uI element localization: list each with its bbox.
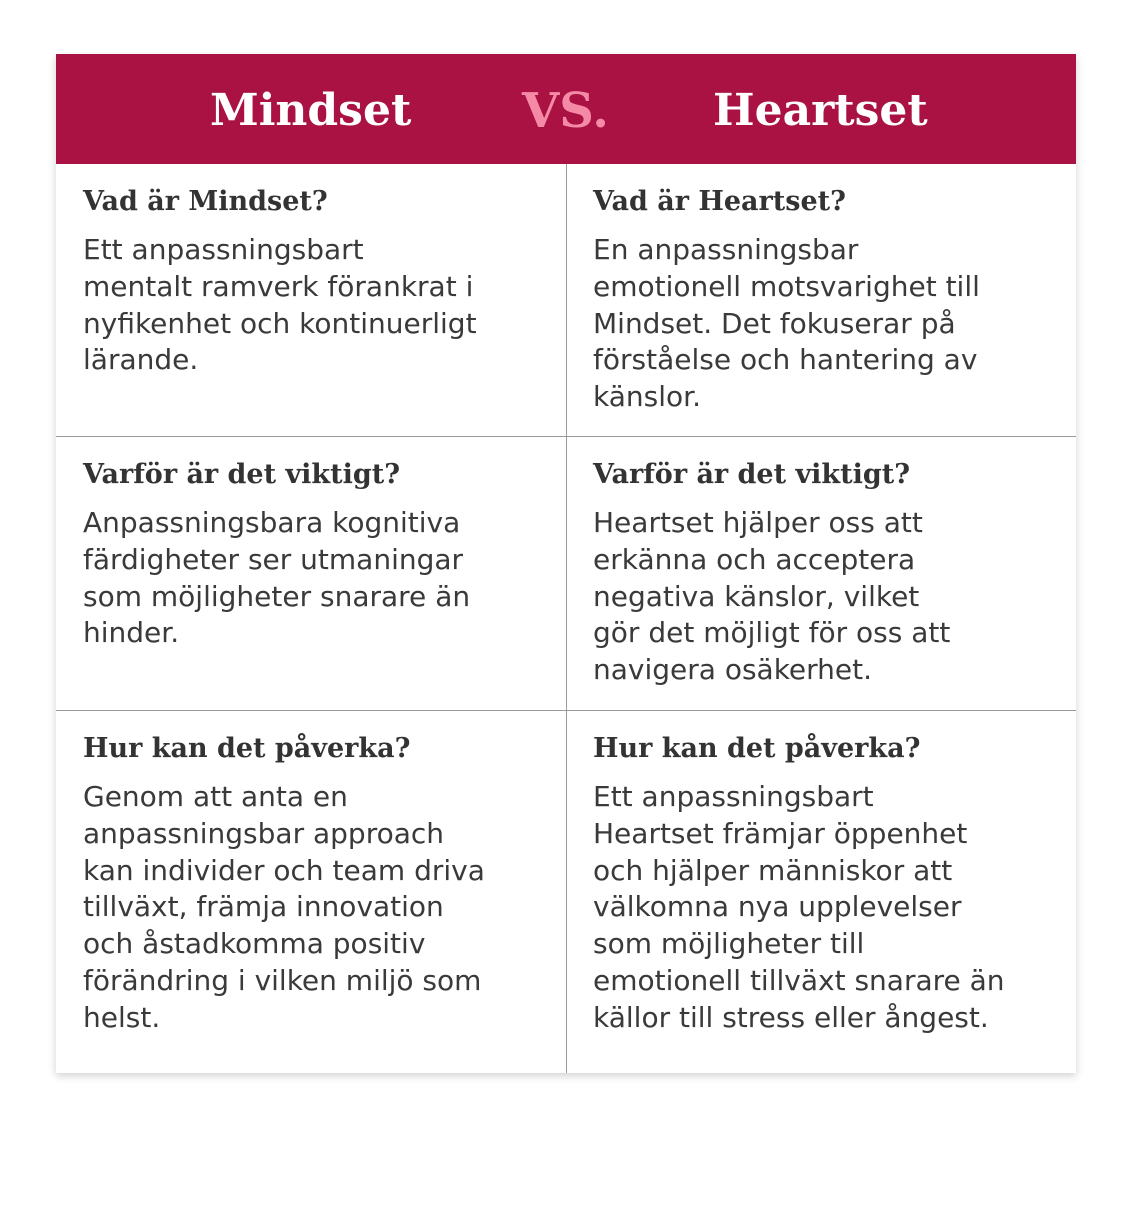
cell-body: Heartset hjälper oss att erkänna och acceptera negativa känslor, vilket gör det möjligt för oss att navigera osäkerhet. (593, 506, 951, 687)
cell-heartset-impact (566, 711, 1076, 1073)
vs-label: VS. (522, 83, 609, 139)
cell-body: Anpassningsbara kognitiva färdigheter ser utmaningar som möjligheter snarare än hinder. (83, 506, 471, 650)
cell-mindset-impact (56, 711, 566, 1073)
cell-body: Ett anpassningsbart mentalt ramverk förankrat i nyfikenhet och kontinuerligt lärande. (83, 233, 477, 377)
row-divider (56, 710, 1076, 711)
cell-heading: Vad är Mindset? (83, 186, 328, 217)
cell-body: Genom att anta en anpassningsbar approach kan individer och team driva tillväxt, främja innovation och åstadkomma positiv förändring i vilken miljö som helst. (83, 780, 485, 1034)
cell-mindset-what (56, 164, 566, 437)
cell-heading: Vad är Heartset? (593, 186, 846, 217)
mindset-title: Mindset (210, 85, 412, 136)
cell-heartset-why (566, 437, 1076, 711)
cell-heading: Varför är det viktigt? (83, 459, 401, 490)
comparison-header (56, 54, 1076, 164)
comparison-card (56, 54, 1076, 1073)
heartset-title: Heartset (713, 85, 928, 136)
cell-heading: Hur kan det påverka? (83, 733, 411, 764)
cell-body: Ett anpassningsbart Heartset främjar öppenhet och hjälper människor att välkomna nya upplevelser som möjligheter till emotionell tillväxt snarare än källor till stress eller ångest. (593, 780, 1005, 1034)
column-divider (566, 164, 567, 1073)
cell-body: En anpassningsbar emotionell motsvarighet till Mindset. Det fokuserar på förståelse och hantering av känslor. (593, 233, 980, 414)
cell-heading: Varför är det viktigt? (593, 459, 911, 490)
cell-heartset-what (566, 164, 1076, 437)
row-divider (56, 436, 1076, 437)
cell-heading: Hur kan det påverka? (593, 733, 921, 764)
cell-mindset-why (56, 437, 566, 711)
